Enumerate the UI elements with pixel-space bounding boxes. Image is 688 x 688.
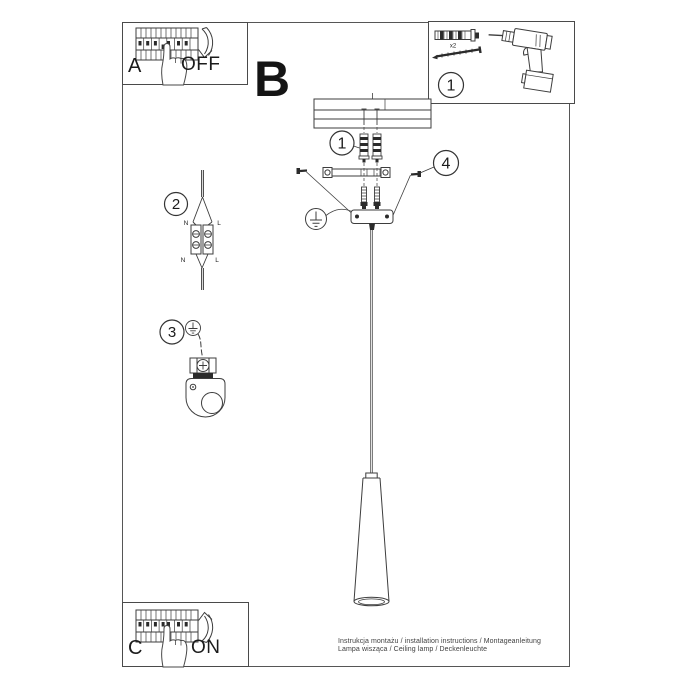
wire-label-l-top: L — [217, 220, 221, 227]
footer-text — [338, 638, 541, 655]
main-assembly-diagram — [280, 90, 480, 650]
plug-quantity-label: x2 — [449, 43, 457, 50]
canopy-icon — [351, 210, 393, 230]
wall-anchor-icon — [359, 134, 382, 163]
svg-text:4: 4 — [441, 155, 451, 173]
wire-label-n-bottom: N — [180, 257, 186, 264]
callout-1-badge — [330, 131, 360, 155]
earth-symbol-icon — [306, 209, 356, 230]
wall-plug-icon — [435, 30, 479, 42]
screw-icon — [432, 47, 481, 60]
terminal-block-icon — [191, 170, 213, 290]
footer-line-2: Lampa wisząca / Ceiling lamp / Deckenleuchte — [338, 646, 488, 654]
panel-c-switch-state: ON — [191, 637, 221, 658]
canopy-plate-icon — [186, 379, 225, 418]
svg-text:3: 3 — [167, 324, 177, 341]
panel-a-label: A — [128, 55, 142, 77]
cable-clamp-icon — [190, 358, 216, 378]
panel-c-label: C — [128, 637, 143, 659]
pendant-cable — [371, 230, 373, 473]
section-b-label: B — [254, 51, 291, 107]
wire-label-n-top: N — [183, 220, 189, 227]
step-wiring-illustration — [150, 165, 265, 295]
step-3-badge — [160, 320, 184, 344]
ceiling-icon — [314, 93, 431, 128]
mounting-bracket-icon — [323, 168, 390, 178]
arrow-down-icon — [199, 28, 213, 58]
wire-label-l-bottom: L — [215, 257, 219, 264]
side-screw-right-icon — [411, 171, 421, 177]
step-clamp-illustration — [152, 312, 264, 424]
drill-icon — [481, 24, 559, 92]
earth-wire — [198, 334, 203, 357]
svg-text:2: 2 — [171, 196, 181, 213]
earth-symbol-icon — [186, 321, 201, 336]
svg-text:1: 1 — [446, 77, 456, 95]
panel-a-switch-state: OFF — [181, 54, 221, 75]
lamp-shade — [354, 473, 389, 606]
footer-line-1: Instrukcja montażu / installation instructions / Montageanleitung — [338, 638, 541, 645]
panel-c — [122, 602, 249, 667]
callout-4-badge — [420, 151, 459, 176]
svg-text:1: 1 — [337, 135, 347, 153]
step-2-badge — [165, 193, 188, 216]
side-screw-left-icon — [297, 168, 308, 174]
panel-a — [122, 22, 248, 85]
machine-screws — [361, 187, 381, 209]
